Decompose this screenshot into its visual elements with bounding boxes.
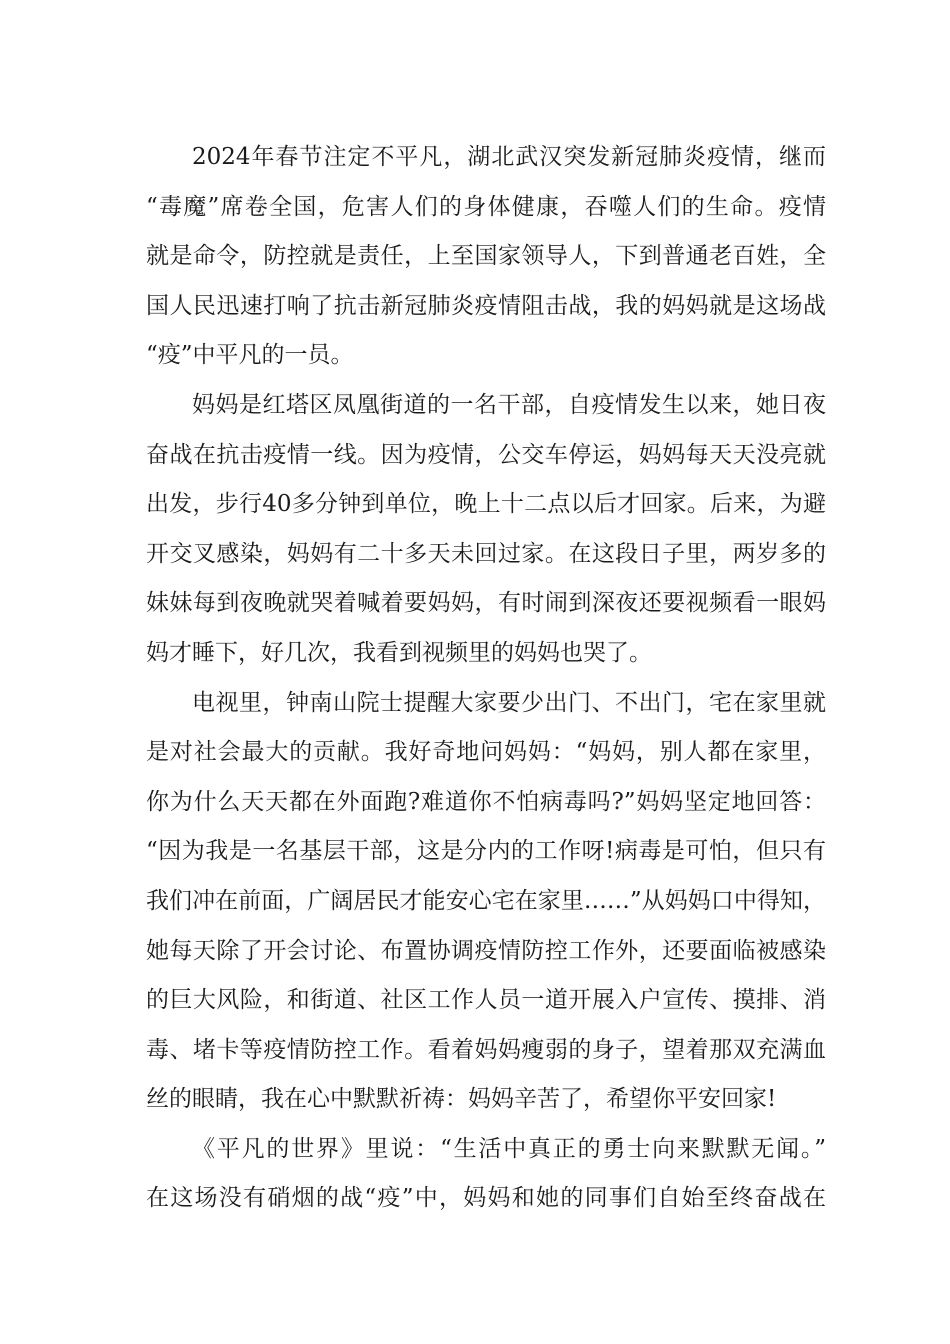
text-line: 你为什么天天都在外面跑?难道你不怕病毒吗?”妈妈坚定地回答： [146,788,826,815]
text-line: 的巨大风险，和街道、社区工作人员一道开展入户宣传、摸排、消 [146,987,826,1014]
text-line: 在这场没有硝烟的战“疫”中，妈妈和她的同事们自始至终奋战在 [146,1185,826,1212]
text-line: 国人民迅速打响了抗击新冠肺炎疫情阻击战，我的妈妈就是这场战 [146,292,826,319]
text-line: 是对社会最大的贡献。我好奇地问妈妈：“妈妈，别人都在家里， [146,739,826,766]
text-line: 毒、堵卡等疫情防控工作。看着妈妈瘦弱的身子，望着那双充满血 [146,1036,826,1063]
paragraph-2 [146,381,826,679]
document-body [146,133,826,1224]
text-line: 开交叉感染，妈妈有二十多天未回过家。在这段日子里，两岁多的 [146,540,826,567]
text-line: 丝的眼睛，我在心中默默祈祷：妈妈辛苦了，希望你平安回家! [146,1086,777,1113]
text-line: 奋战在抗击疫情一线。因为疫情，公交车停运，妈妈每天天没亮就 [146,441,826,468]
text-line: “因为我是一名基层干部，这是分内的工作呀!病毒是可怕，但只有 [146,838,826,865]
paragraph-1 [146,133,826,381]
text-line: “疫”中平凡的一员。 [146,342,354,369]
text-line: 2024年春节注定不平凡，湖北武汉突发新冠肺炎疫情，继而 [192,144,826,170]
text-line: 妹妹每到夜晚就哭着喊着要妈妈，有时闹到深夜还要视频看一眼妈 [146,590,826,617]
text-line: 妈才睡下，好几次，我看到视频里的妈妈也哭了。 [146,639,652,666]
text-line: 妈妈是红塔区凤凰街道的一名干部，自疫情发生以来，她日夜 [192,391,826,418]
text-line: 《平凡的世界》里说：“生活中真正的勇士向来默默无闻。” [192,1135,826,1162]
text-line: “毒魔”席卷全国，危害人们的身体健康，吞噬人们的生命。疫情 [146,193,826,220]
text-line: 就是命令，防控就是责任，上至国家领导人，下到普通老百姓，全 [146,243,826,270]
text-line: 出发，步行40多分钟到单位，晚上十二点以后才回家。后来，为避 [146,491,826,518]
text-line: 电视里，钟南山院士提醒大家要少出门、不出门，宅在家里就 [192,689,826,716]
paragraph-3 [146,679,826,1125]
paragraph-4 [146,1125,826,1224]
text-line: 我们冲在前面，广阔居民才能安心宅在家里……”从妈妈口中得知， [146,887,826,914]
text-line: 她每天除了开会讨论、布置协调疫情防控工作外，还要面临被感染 [146,937,826,964]
